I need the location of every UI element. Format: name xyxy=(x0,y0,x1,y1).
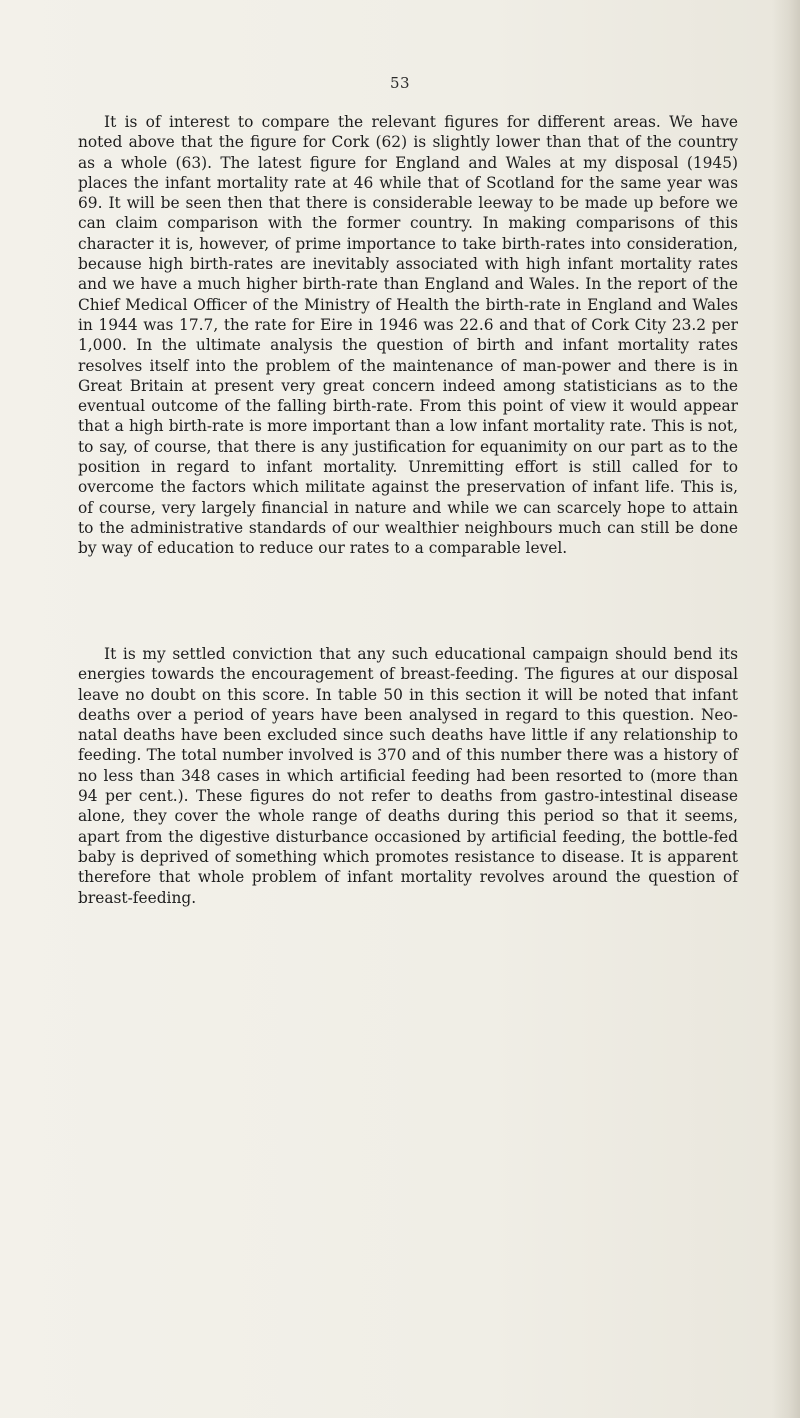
page-number: 53 xyxy=(389,74,411,92)
page-edge-shadow xyxy=(772,0,800,1418)
paragraph-2-text: It is my settled conviction that any such educational campaign should bend its energies towards the encouragement of breast-feeding. The figures at our disposal leave no doubt on this score. In table 50 in this section it will be noted that infant deaths over a period of years have been analysed in regard to this question. Neo-natal deaths have been excluded since such deaths have little if any relationship to feeding. The total number involved is 370 and of this number there was a history of no less than 348 cases in which artificial feeding had been resorted to (more than 94 per cent.). These figures do not refer to deaths from gastro-intestinal disease alone, they cover the whole range of deaths during this period so that it seems, apart from the digestive disturbance occasioned by artificial feeding, the bottle-fed baby is deprived of something which promotes resistance to disease. It is apparent therefore that whole problem of infant mortality revolves around the question of breast-feeding. xyxy=(78,645,738,907)
paragraph-1-text: It is of interest to compare the relevant figures for different areas. We have noted above that the figure for Cork (62) is slightly lower than that of the country as a whole (63). The latest figure for England and Wales at my disposal (1945) places the infant mortality rate at 46 while that of Scotland for the same year was 69. It will be seen then that there is considerable leeway to be made up before we can claim comparison with the former country. In making comparisons of this character it is, however, of prime importance to take birth-rates into consideration, because high birth-rates are inevitably associated with high infant mortality rates and we have a much higher birth-rate than England and Wales. In the report of the Chief Medical Officer of the Ministry of Health the birth-rate in England and Wales in 1944 was 17.7, the rate for Eire in 1946 was 22.6 and that of Cork City 23.2 per 1,000. In the ultimate analysis the question of birth and infant mortality rates resolves itself into the problem of the maintenance of man-power and there is in Great Britain at present very great concern indeed among statisticians as to the eventual outcome of the falling birth-rate. From this point of view it would appear that a high birth-rate is more important than a low infant mortality rate. This is not, to say, of course, that there is any justification for equanimity on our part as to the position in regard to infant mortality. Unremitting effort is still called for to overcome the factors which militate against the preservation of infant life. This is, of course, very largely financial in nature and while we can scarcely hope to attain to the administrative standards of our wealthier neighbours much can still be done by way of education to reduce our rates to a comparable level. xyxy=(78,113,738,558)
paragraph-2 xyxy=(78,644,738,908)
paragraph-1 xyxy=(78,112,738,559)
